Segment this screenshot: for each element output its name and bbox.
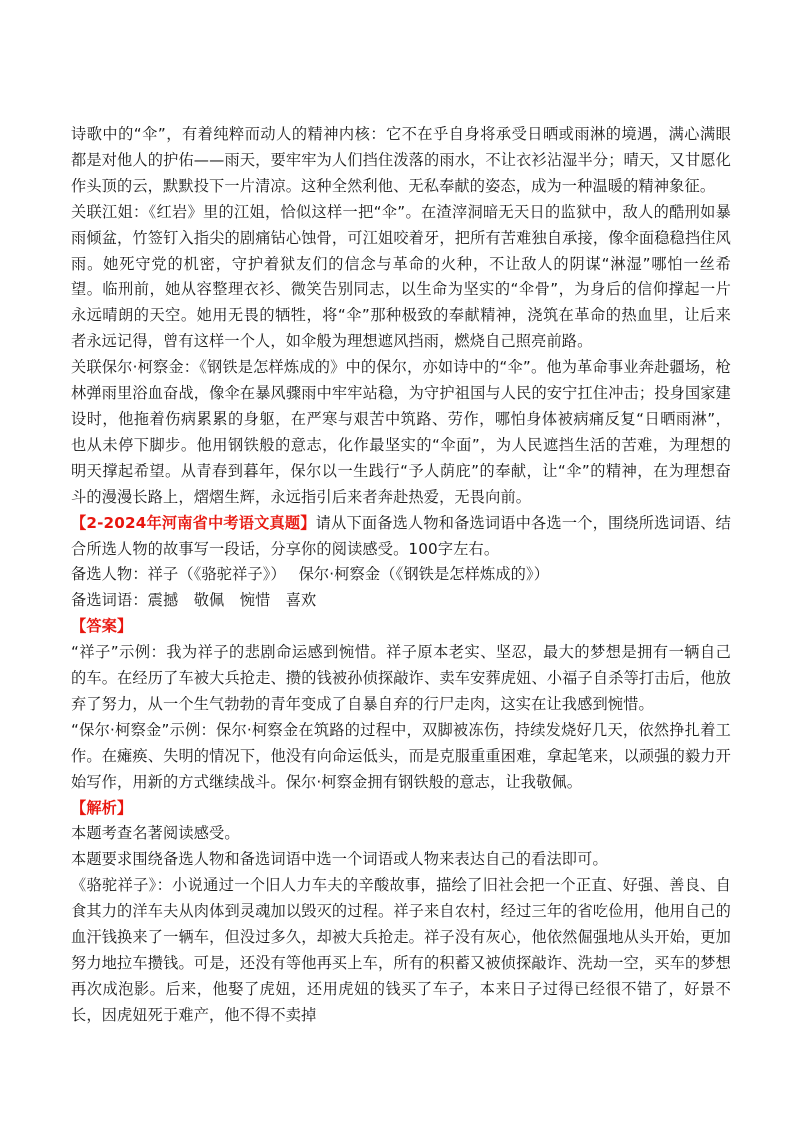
answer-paul: “保尔·柯察金”示例：保尔·柯察金在筑路的过程中，双脚被冻伤，持续发烧好几天，依然挣扎着工作。在瘫痪、失明的情况下，他没有向命运低头，而是克服重重困难，拿起笔来，以顽强的毅力开始写作，用新的方式继续战斗。保尔·柯察金拥有钢铁般的意志，让我敬佩。 (71, 720, 731, 791)
answer-xiangzi: “祥子”示例：我为祥子的悲剧命运感到惋惜。祥子原本老实、坚忍，最大的梦想是拥有一辆自己的车。在经历了车被大兵抢走、攒的钱被孙侦探敲诈、卖车安葬虎妞、小福子自杀等打击后，他放弃了努力，从一个生气勃勃的青年变成了自暴自弃的行尸走肉，这实在让我感到惋惜。 (71, 643, 731, 713)
question-text: 请从下面备选人物和备选词语中各选一个，围绕所选词语、结合所选人物的故事写一段话，分享你的阅读感受。100字左右。 (71, 513, 731, 558)
analysis-line-1: 本题考查名著阅读感受。 (71, 824, 240, 843)
answer-heading: 【答案】 (71, 617, 133, 636)
document-page (71, 122, 731, 1029)
analysis-line-2: 本题要求围绕备选人物和备选词语中选一个词语或人物来表达自己的看法即可。 (71, 850, 608, 869)
candidate-people: 备选人物：祥子（《骆驼祥子》） 保尔·柯察金（《钢铁是怎样炼成的》） (71, 565, 550, 584)
analysis-camel-xiangzi: 《骆驼祥子》：小说通过一个旧人力车夫的辛酸故事，描绘了旧社会把一个正直、好强、善良、自食其力的洋车夫从肉体到灵魂加以毁灭的过程。祥子来自农村，经过三年的省吃俭用，他用自己的血汗钱换来了一辆车，但没过多久，却被大兵抢走。祥子没有灰心，他依然倔强地从头开始，更加努力地拉车攒钱。可是，还没有等他再买上车，所有的积蓄又被侦探敲诈、洗劫一空，买车的梦想再次成泡影。后来，他娶了虎妞，还用虎妞的钱买了车子，本来日子过得已经很不错了，好景不长，因虎妞死于难产，他不得不卖掉 (71, 876, 731, 1024)
paul-paragraph: 关联保尔·柯察金：《钢铁是怎样炼成的》中的保尔，亦如诗中的“伞”。他为革命事业奔赴疆场，枪林弹雨里浴血奋战，像伞在暴风骤雨中牢牢站稳，为守护祖国与人民的安宁扛住冲击；投身国家建设时，他拖着伤病累累的身躯，在严寒与艰苦中筑路、劳作，哪怕身体被病痛反复“日晒雨淋”，也从未停下脚步。他用钢铁般的意志，化作最坚实的“伞面”，为人民遮挡生活的苦难，为理想的明天撑起希望。从青春到暮年，保尔以一生践行“予人荫庇”的奉献，让“伞”的精神，在为理想奋斗的漫漫长路上，熠熠生辉，永远指引后来者奔赴热爱，无畏向前。 (71, 358, 731, 506)
jiang-jie-paragraph: 关联江姐：《红岩》里的江姐，恰似这样一把“伞”。在渣滓洞暗无天日的监狱中，敌人的酷刑如暴雨倾盆，竹签钉入指尖的剧痛钻心蚀骨，可江姐咬着牙，把所有苦难独自承接，像伞面稳稳挡住风雨。她死守党的机密，守护着狱友们的信念与革命的火种，不让敌人的阴谋“淋湿”哪怕一丝希望。临刑前，她从容整理衣衫、微笑告别同志，以生命为坚实的“伞骨”，为身后的信仰撑起一片永远晴朗的天空。她用无畏的牺牲，将“伞”那种极致的奉献精神，浇筑在革命的热血里，让后来者永远记得，曾有这样一个人，如伞般为理想遮风挡雨，燃烧自己照亮前路。 (71, 202, 731, 351)
question-paragraph (71, 511, 731, 563)
poem-analysis-paragraph: 诗歌中的“伞”，有着纯粹而动人的精神内核：它不在乎自身将承受日晒或雨淋的境遇，满心满眼都是对他人的护佑——雨天，要牢牢为人们挡住泼落的雨水，不让衣衫沾湿半分；晴天，又甘愿化作头顶的云，默默投下一片清凉。这种全然利他、无私奉献的姿态，成为一种温暖的精神象征。 (71, 125, 731, 195)
question-source-tag: 【2-2024年河南省中考语文真题】 (71, 513, 316, 532)
analysis-heading: 【解析】 (71, 798, 133, 817)
candidate-words: 备选词语：震撼 敬佩 惋惜 喜欢 (71, 591, 317, 610)
